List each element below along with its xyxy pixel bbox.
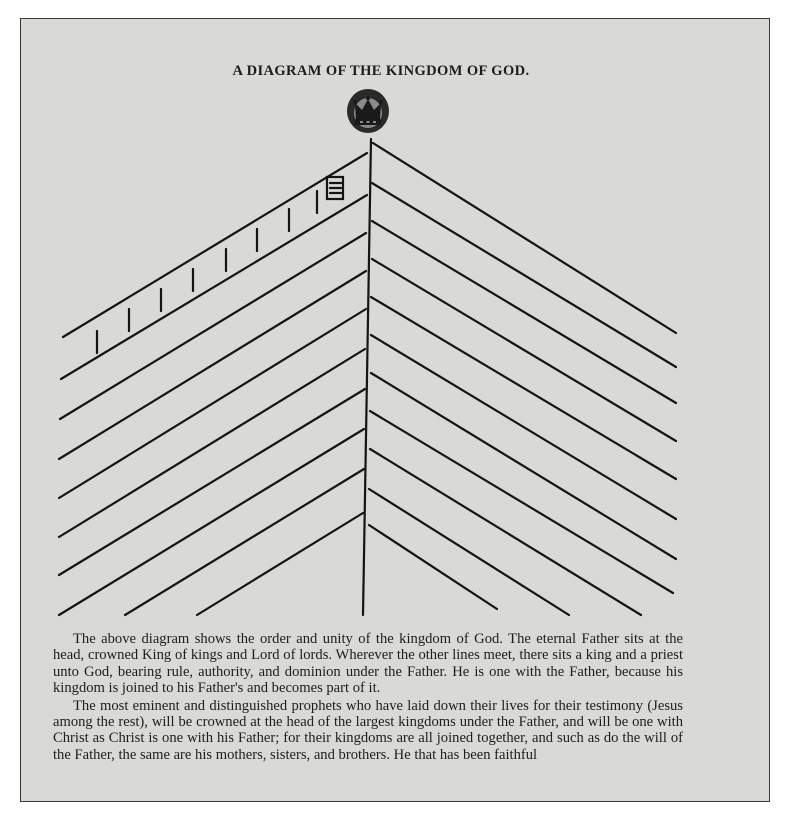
right-branch-line: [370, 411, 673, 593]
left-branch-line: [60, 233, 366, 419]
crown-icon: [347, 89, 389, 133]
left-branch-line: [59, 429, 364, 615]
kingdom-diagram: [21, 19, 769, 619]
right-branch-line: [372, 183, 676, 367]
paragraph-1: The above diagram shows the order and unity of the kingdom of God. The eternal Father sits at the head, crowned King of kings and Lord of lords. Wherever the other lines meet, there sits a king and a priest unto God, bearing rule, authority, and dominion under the Father. He is one with the Father, because his kingdom is joined to his Father's and becomes part of it.: [53, 631, 683, 697]
body-text: [53, 631, 683, 763]
left-branch-line: [59, 349, 365, 537]
right-branch-line: [371, 335, 676, 519]
left-branch-line: [59, 389, 365, 575]
central-line: [363, 139, 371, 615]
left-branch-line: [61, 195, 367, 379]
right-branch-line: [373, 143, 676, 333]
right-branch-line: [371, 373, 676, 559]
right-branch-line: [369, 525, 497, 609]
right-branch-line: [372, 259, 676, 441]
left-branch-line: [63, 153, 367, 337]
document-page: [20, 18, 770, 802]
right-branch-line: [372, 221, 676, 403]
left-branch-line: [197, 513, 363, 615]
left-branch-line: [59, 271, 366, 459]
diagram-title: A DIAGRAM OF THE KINGDOM OF GOD.: [232, 63, 530, 79]
left-branch-line: [59, 309, 366, 498]
right-branch-line: [371, 297, 676, 479]
paragraph-2: The most eminent and distinguished prophets who have laid down their lives for their testimony (Jesus among the rest), will be crowned at the head of the largest kingdoms under the Father, and will be one with Christ as Christ is one with his Father; for their kingdoms are all joined together, and such as do the will of the Father, the same are his mothers, sisters, and brothers. He that has been faithful: [53, 697, 683, 763]
left-branch-line: [125, 469, 364, 615]
